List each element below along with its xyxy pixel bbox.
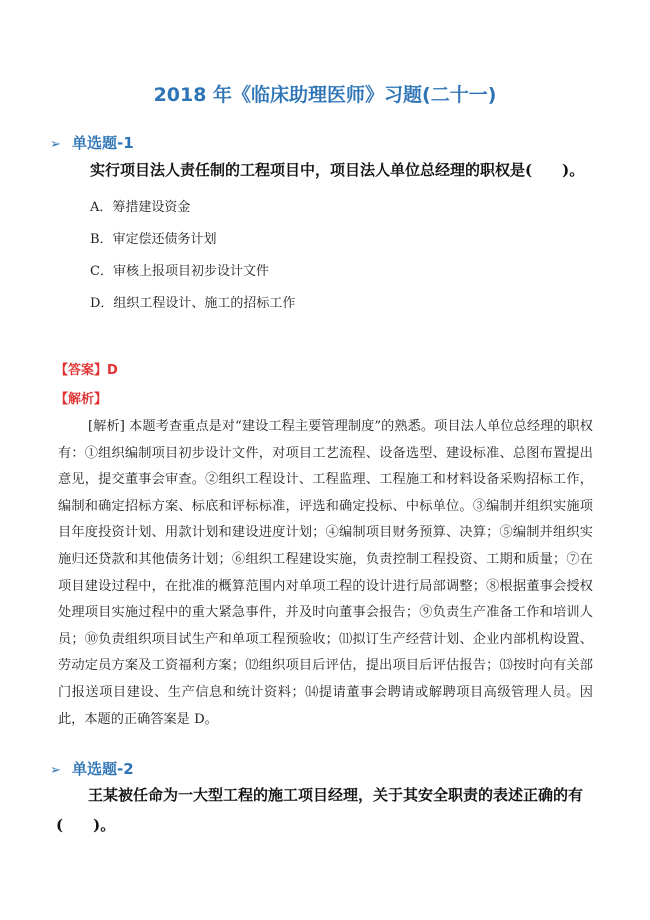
section-heading-label: 单选题-2 (72, 760, 134, 778)
option-d: D．组织工程设计、施工的招标工作 (90, 296, 296, 311)
arrow-bullet-icon: ➢ (50, 137, 61, 152)
question-1-text: 实行项目法人责任制的工程项目中，项目法人单位总经理的职权是( )。 (90, 161, 585, 179)
page-title: 2018 年《临床助理医师》习题(二十一) (153, 84, 497, 106)
question-2-text: 王某被任命为一大型工程的施工项目经理，关于其安全职责的表述正确的有( )。 (56, 786, 584, 834)
answer-label: 【答案】D (55, 363, 118, 378)
section-heading-label: 单选题-1 (72, 134, 134, 152)
option-a: A．筹措建设资金 (90, 200, 191, 215)
analysis-label: 【解析】 (55, 392, 108, 407)
arrow-bullet-icon: ➢ (50, 763, 61, 778)
section-heading-q1 (50, 132, 134, 153)
option-c: C．审核上报项目初步设计文件 (90, 264, 269, 279)
option-b: B．审定偿还债务计划 (90, 232, 217, 247)
analysis-text: [解析] 本题考查重点是对“建设工程主要管理制度”的熟悉。项目法人单位总经理的职权有：①组织编制项目初步设计文件，对项目工艺流程、设备选型、建设标准、总图布置提出意见，提交董事会审查。②组织工程设计、工程监理、工程施工和材料设备采购招标工作，编制和确定招标方案、标底和评标标准，评选和确定投标、中标单位。③编制并组织实施项目年度投资计划、用款计划和建设进度计划；④编制项目财务预算、决算；⑤编制并组织实施归还贷款和其他债务计划；⑥组织工程建设实施，负责控制工程投资、工期和质量；⑦在项目建设过程中，在批准的概算范围内对单项工程的设计进行局部调整；⑧根据董事会授权处理项目实施过程中的重大紧急事件，并及时向董事会报告；⑨负责生产准备工作和培训人员；⑩负责组织项目试生产和单项工程预验收；⑾拟订生产经营计划、企业内部机构设置、劳动定员方案及工资福利方案；⑿组织项目后评估，提出项目后评估报告；⒀按时向有关部门报送项目建设、生产信息和统计资料；⒁提请董事会聘请或解聘项目高级管理人员。因此，本题的正确答案是 D。 (58, 419, 593, 727)
section-heading-q2 (50, 758, 134, 779)
